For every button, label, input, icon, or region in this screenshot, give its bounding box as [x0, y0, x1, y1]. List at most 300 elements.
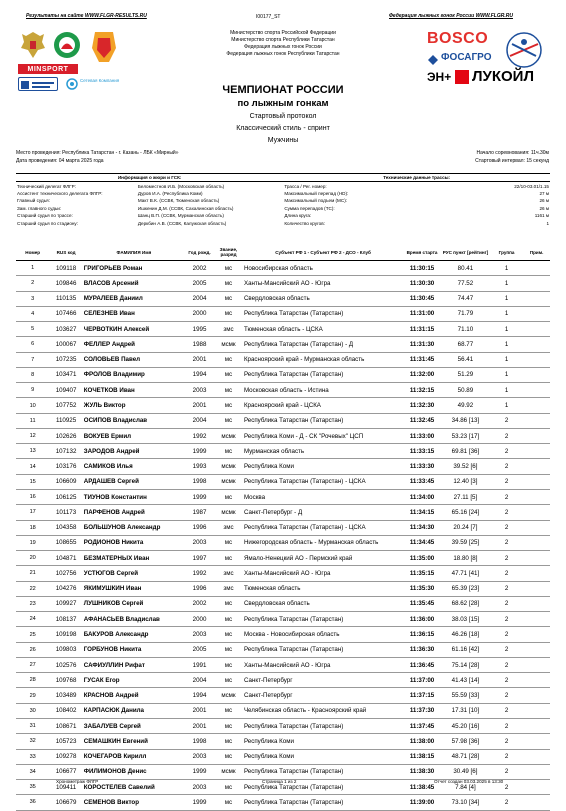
region: Новосибирская область	[243, 261, 403, 276]
region: Республика Татарстан (Татарстан)	[243, 795, 403, 810]
athlete-name: ФИЛИМОНОВ Денис	[83, 764, 185, 779]
sport-rank: мс	[214, 306, 243, 321]
table-row	[16, 520, 550, 535]
rus-points: 34.86 [13]	[441, 413, 490, 428]
jury-person: Ишкенин Д.М. (ССВК, Сахалинская область)	[137, 205, 234, 211]
col-start-time: Время старта	[403, 244, 441, 261]
athlete-name: ВЛАСОВ Арсений	[83, 276, 185, 291]
tatarstan-emblem-logo	[52, 30, 82, 60]
bib-number: 26	[16, 642, 49, 657]
note	[523, 566, 550, 581]
rus-points: 39.59 [25]	[441, 535, 490, 550]
start-time: 11:33:15	[403, 444, 441, 459]
sport-rank: мсмк	[214, 505, 243, 520]
rus-code: 100067	[49, 337, 82, 352]
rus-code: 109803	[49, 642, 82, 657]
athlete-name: КАРПАСЮК Данила	[83, 703, 185, 718]
ministry-line: Федерация лыжных гонок России	[244, 44, 322, 50]
start-time: 11:30:45	[403, 291, 441, 306]
rus-points: 69.81 [36]	[441, 444, 490, 459]
rus-code: 104358	[49, 520, 82, 535]
note	[523, 383, 550, 398]
table-row	[16, 261, 550, 276]
sport-rank: мсмк	[214, 428, 243, 443]
interval-text: Стартовый интервал: 15 секунд	[475, 158, 549, 164]
rus-code: 109118	[49, 261, 82, 276]
group: 1	[490, 398, 523, 413]
sport-rank: мс	[214, 398, 243, 413]
rus-code: 107466	[49, 306, 82, 321]
lukoil-icon	[455, 70, 469, 84]
birth-year: 1994	[185, 367, 214, 382]
rus-points: 68.77	[441, 337, 490, 352]
birth-year: 1997	[185, 551, 214, 566]
rus-points: 7.84 [4]	[441, 780, 490, 795]
rus-code: 108137	[49, 612, 82, 627]
start-time: 11:35:00	[403, 551, 441, 566]
start-time: 11:32:15	[403, 383, 441, 398]
rus-code: 106609	[49, 474, 82, 489]
rus-points: 27.11 [5]	[441, 489, 490, 504]
region: Республика Коми - Д - СК "Рочевых" ЦСП	[243, 428, 403, 443]
table-row	[16, 428, 550, 443]
group: 2	[490, 612, 523, 627]
bib-number: 25	[16, 627, 49, 642]
start-time-text: Начало соревнования: 11ч.30м	[476, 150, 549, 156]
region: Республика Татарстан (Татарстан)	[243, 413, 403, 428]
rus-points: 12.40 [3]	[441, 474, 490, 489]
rus-code: 102756	[49, 566, 82, 581]
jury-role: Старший судья по стадиону:	[17, 220, 78, 226]
footer-timing: Хронометраж ФЛГР	[56, 779, 99, 784]
table-row	[16, 551, 550, 566]
start-time: 11:31:15	[403, 322, 441, 337]
rus-code: 101173	[49, 505, 82, 520]
group: 2	[490, 444, 523, 459]
bib-number: 14	[16, 459, 49, 474]
date-text: Дата проведения: 04 марта 2025 года	[16, 158, 104, 164]
group: 1	[490, 352, 523, 367]
note	[523, 352, 550, 367]
athlete-name: ЗАБАЛУЕВ Сергей	[83, 718, 185, 733]
track-value: 22/10-03.01/1.15	[514, 183, 549, 189]
track-value: 1	[546, 220, 549, 226]
sport-rank: мс	[214, 657, 243, 672]
note	[523, 734, 550, 749]
rus-points: 39.52 [6]	[441, 459, 490, 474]
sport-rank: мс	[214, 642, 243, 657]
gender-title: Мужчины	[267, 137, 299, 144]
note	[523, 749, 550, 764]
group: 1	[490, 291, 523, 306]
sport-rank: мс	[214, 261, 243, 276]
birth-year: 2003	[185, 383, 214, 398]
col-rus-points: РУС пункт [рейтинг]	[441, 244, 490, 261]
rus-code: 108402	[49, 703, 82, 718]
col-region: Субъект РФ 1 - Субъект РФ 2 - ДСО - Клуб	[243, 244, 403, 261]
table-row	[16, 627, 550, 642]
athlete-name: АРДАШЕВ Сергей	[83, 474, 185, 489]
birth-year: 2003	[185, 627, 214, 642]
region: Московская область - Истина	[243, 383, 403, 398]
ministry-line: Министерство спорта Республики Татарстан	[231, 37, 335, 43]
start-time: 11:33:00	[403, 428, 441, 443]
birth-year: 2003	[185, 535, 214, 550]
sport-rank: мс	[214, 489, 243, 504]
birth-year: 1998	[185, 734, 214, 749]
birth-year: 1999	[185, 795, 214, 810]
track-value: 26 м	[539, 205, 549, 211]
jury-role: Главный судья:	[17, 198, 50, 204]
document-id: I00177_ST	[256, 14, 281, 20]
bib-number: 21	[16, 566, 49, 581]
championship-title: ЧЕМПИОНАТ РОССИИ	[222, 84, 344, 96]
rus-points: 80.41	[441, 261, 490, 276]
region: Красноярский край - Мурманская область	[243, 352, 403, 367]
bib-number: 34	[16, 764, 49, 779]
birth-year: 1992	[185, 428, 214, 443]
birth-year: 2005	[185, 276, 214, 291]
region: Республика Татарстан (Татарстан)	[243, 642, 403, 657]
note	[523, 688, 550, 703]
group: 2	[490, 581, 523, 596]
region: Свердловская область	[243, 596, 403, 611]
region: Ямало-Ненецкий АО - Пермский край	[243, 551, 403, 566]
athlete-name: БЕЗМАТЕРНЫХ Иван	[83, 551, 185, 566]
birth-year: 2004	[185, 413, 214, 428]
rus-points: 73.10 [34]	[441, 795, 490, 810]
note	[523, 703, 550, 718]
region: Красноярский край - ЦСКА	[243, 398, 403, 413]
group: 2	[490, 474, 523, 489]
birth-year: 2002	[185, 596, 214, 611]
col-birth-year: Год рожд.	[185, 244, 214, 261]
table-row	[16, 535, 550, 550]
birth-year: 1999	[185, 489, 214, 504]
bib-number: 29	[16, 688, 49, 703]
note	[523, 261, 550, 276]
bib-number: 30	[16, 703, 49, 718]
sport-rank: мс	[214, 673, 243, 688]
note	[523, 673, 550, 688]
start-time: 11:31:00	[403, 306, 441, 321]
rus-points: 50.89	[441, 383, 490, 398]
bib-number: 20	[16, 551, 49, 566]
sport-rank: мс	[214, 367, 243, 382]
group: 1	[490, 337, 523, 352]
sport-rank: змс	[214, 566, 243, 581]
athlete-name: КОЧЕТКОВ Иван	[83, 383, 185, 398]
flgr-site-link[interactable]: Федерация лыжных гонок России WWW.FLGR.RU	[389, 13, 513, 19]
bib-number: 23	[16, 596, 49, 611]
group: 2	[490, 749, 523, 764]
group: 2	[490, 596, 523, 611]
rus-points: 68.62 [28]	[441, 596, 490, 611]
sport-rank: мсмк	[214, 459, 243, 474]
rus-code: 103471	[49, 367, 82, 382]
rus-code: 107235	[49, 352, 82, 367]
table-row	[16, 642, 550, 657]
table-row	[16, 596, 550, 611]
region: Ханты-Мансийский АО - Югра	[243, 657, 403, 672]
jury-row	[16, 212, 550, 219]
rus-code: 109846	[49, 276, 82, 291]
athlete-name: АФАНАСЬЕВ Владислав	[83, 612, 185, 627]
athlete-name: ЖУЛЬ Виктор	[83, 398, 185, 413]
athlete-name: ТИУНОВ Константин	[83, 489, 185, 504]
birth-year: 1996	[185, 520, 214, 535]
lukoil-logo: ЛУКОЙЛ	[472, 68, 534, 85]
note	[523, 489, 550, 504]
note	[523, 551, 550, 566]
note	[523, 642, 550, 657]
start-time: 11:31:30	[403, 337, 441, 352]
region: Свердловская область	[243, 291, 403, 306]
table-row	[16, 367, 550, 382]
track-value: 26 м	[539, 198, 549, 204]
note	[523, 367, 550, 382]
col-number: Номер	[16, 244, 49, 261]
start-list-table	[16, 244, 550, 811]
sport-rank: мс	[214, 291, 243, 306]
sport-rank: мс	[214, 352, 243, 367]
bib-number: 2	[16, 276, 49, 291]
start-time: 11:37:30	[403, 703, 441, 718]
ski-federation-logo	[500, 30, 548, 70]
athlete-name: УСТЮГОВ Сергей	[83, 566, 185, 581]
jury-row	[16, 190, 550, 197]
athlete-name: САМИКОВ Илья	[83, 459, 185, 474]
start-time: 11:34:15	[403, 505, 441, 520]
track-param: Максимальный подъем (MC):	[284, 198, 347, 204]
note	[523, 306, 550, 321]
jury-person: Беломестнов И.Б. (Московская область)	[137, 183, 225, 189]
note	[523, 596, 550, 611]
birth-year: 1996	[185, 581, 214, 596]
jury-person: Шанц В.П. (ССВК, Мурманская область)	[137, 213, 224, 219]
region: Республика Татарстан (Татарстан) - ЦСКА	[243, 520, 403, 535]
note	[523, 520, 550, 535]
bib-number: 1	[16, 261, 49, 276]
sport-rank: мс	[214, 734, 243, 749]
bib-number: 18	[16, 520, 49, 535]
rus-points: 41.43 [14]	[441, 673, 490, 688]
table-row	[16, 383, 550, 398]
region: Республика Татарстан (Татарстан)	[243, 718, 403, 733]
table-row	[16, 413, 550, 428]
athlete-name: СЕЛЕЗНЕВ Иван	[83, 306, 185, 321]
table-row	[16, 718, 550, 733]
sport-rank: мсмк	[214, 474, 243, 489]
birth-year: 2003	[185, 749, 214, 764]
table-row	[16, 505, 550, 520]
start-time: 11:37:15	[403, 688, 441, 703]
rus-code: 104871	[49, 551, 82, 566]
start-time: 11:35:15	[403, 566, 441, 581]
group: 2	[490, 703, 523, 718]
bib-number: 13	[16, 444, 49, 459]
region: Ханты-Мансийский АО - Югра	[243, 276, 403, 291]
fosagro-icon	[428, 52, 438, 62]
discipline-title: Классический стиль - спринт	[236, 125, 330, 132]
sport-ministry-badge-logo	[18, 77, 58, 91]
athlete-name: КОЧЕГАРОВ Кирилл	[83, 749, 185, 764]
jury-row	[16, 197, 550, 204]
sport-rank: мс	[214, 612, 243, 627]
rus-points: 53.23 [17]	[441, 428, 490, 443]
note	[523, 612, 550, 627]
athlete-name: СОЛОВЬЕВ Павел	[83, 352, 185, 367]
table-row	[16, 291, 550, 306]
start-time: 11:36:45	[403, 657, 441, 672]
sport-rank: мс	[214, 627, 243, 642]
region: Республика Коми	[243, 749, 403, 764]
athlete-name: ЧЕРВОТКИН Алексей	[83, 322, 185, 337]
rus-code: 105723	[49, 734, 82, 749]
region: Челябинская область - Красноярский край	[243, 703, 403, 718]
rus-code: 106679	[49, 795, 82, 810]
col-rank: Звание, разряд	[214, 244, 243, 261]
note	[523, 459, 550, 474]
region: Республика Татарстан (Татарстан)	[243, 306, 403, 321]
jury-role: Технический делегат ФЛГР:	[17, 183, 76, 189]
region: Санкт-Петербург	[243, 688, 403, 703]
group: 2	[490, 627, 523, 642]
region: Нижегородская область - Мурманская область	[243, 535, 403, 550]
rus-code: 107752	[49, 398, 82, 413]
start-time: 11:38:45	[403, 780, 441, 795]
note	[523, 428, 550, 443]
region: Республика Татарстан (Татарстан)	[243, 764, 403, 779]
start-time: 11:38:15	[403, 749, 441, 764]
group: 2	[490, 764, 523, 779]
region: Республика Коми	[243, 459, 403, 474]
start-time: 11:34:30	[403, 520, 441, 535]
rus-points: 46.26 [18]	[441, 627, 490, 642]
region: Москва - Новосибирская область	[243, 627, 403, 642]
group: 2	[490, 505, 523, 520]
rus-points: 38.03 [15]	[441, 612, 490, 627]
rus-points: 17.31 [10]	[441, 703, 490, 718]
note	[523, 398, 550, 413]
athlete-name: ГУСАК Егор	[83, 673, 185, 688]
track-param: Количество кругов:	[284, 220, 325, 226]
sport-rank: мс	[214, 795, 243, 810]
bib-number: 10	[16, 398, 49, 413]
start-time: 11:37:45	[403, 718, 441, 733]
athlete-name: ВОКУЕВ Ермил	[83, 428, 185, 443]
note	[523, 413, 550, 428]
start-time: 11:34:00	[403, 489, 441, 504]
athlete-name: ГРИГОРЬЕВ Роман	[83, 261, 185, 276]
rus-code: 109198	[49, 627, 82, 642]
bib-number: 4	[16, 306, 49, 321]
region: Мурманская область	[243, 444, 403, 459]
athlete-name: СЕМАШКИН Евгений	[83, 734, 185, 749]
table-row	[16, 764, 550, 779]
rus-points: 45.20 [16]	[441, 718, 490, 733]
start-time: 11:35:30	[403, 581, 441, 596]
athlete-name: ПАРФЕНОВ Андрей	[83, 505, 185, 520]
birth-year: 2001	[185, 703, 214, 718]
note	[523, 505, 550, 520]
rus-code: 106677	[49, 764, 82, 779]
ministry-line: Федерация лыжных гонок Республики Татарстан	[226, 51, 340, 57]
table-row	[16, 459, 550, 474]
bib-number: 24	[16, 612, 49, 627]
bosco-logo: BOSCO	[427, 30, 489, 47]
group: 2	[490, 657, 523, 672]
jury-role: Зам. главного судьи:	[17, 205, 62, 211]
table-row	[16, 612, 550, 627]
sport-rank: мс	[214, 535, 243, 550]
start-time: 11:30:15	[403, 261, 441, 276]
bib-number: 6	[16, 337, 49, 352]
table-row	[16, 337, 550, 352]
note	[523, 780, 550, 795]
rus-points: 61.16 [42]	[441, 642, 490, 657]
bib-number: 17	[16, 505, 49, 520]
bib-number: 11	[16, 413, 49, 428]
note	[523, 657, 550, 672]
start-time: 11:37:00	[403, 673, 441, 688]
bib-number: 33	[16, 749, 49, 764]
group: 2	[490, 780, 523, 795]
sport-rank: мс	[214, 780, 243, 795]
rus-code: 110925	[49, 413, 82, 428]
region: Республика Татарстан (Татарстан)	[243, 780, 403, 795]
table-row	[16, 795, 550, 810]
athlete-name: БАКУРОВ Александр	[83, 627, 185, 642]
region: Республика Коми	[243, 734, 403, 749]
bib-number: 5	[16, 322, 49, 337]
group: 2	[490, 795, 523, 810]
table-row	[16, 673, 550, 688]
jury-row	[16, 219, 550, 226]
rus-code: 109278	[49, 749, 82, 764]
ministry-line: Министерство спорта Российской Федерации	[230, 30, 336, 36]
rus-points: 65.39 [23]	[441, 581, 490, 596]
bib-number: 27	[16, 657, 49, 672]
track-param: Максимальный перепад (HD):	[284, 190, 349, 196]
rus-points: 56.41	[441, 352, 490, 367]
bib-number: 7	[16, 352, 49, 367]
rus-code: 108671	[49, 718, 82, 733]
rus-points: 47.71 [41]	[441, 566, 490, 581]
rus-points: 77.52	[441, 276, 490, 291]
birth-year: 1987	[185, 505, 214, 520]
table-row	[16, 749, 550, 764]
table-row	[16, 474, 550, 489]
table-row	[16, 398, 550, 413]
start-time: 11:38:00	[403, 734, 441, 749]
table-row	[16, 306, 550, 321]
rus-code: 106125	[49, 489, 82, 504]
track-value: 1161 м	[534, 213, 549, 219]
ministry-header	[200, 30, 366, 58]
birth-year: 2004	[185, 673, 214, 688]
start-time: 11:33:45	[403, 474, 441, 489]
athlete-name: САФИУЛЛИН Рифат	[83, 657, 185, 672]
sport-rank: мс	[214, 383, 243, 398]
sport-rank: мс	[214, 276, 243, 291]
bib-number: 12	[16, 428, 49, 443]
rus-points: 71.10	[441, 322, 490, 337]
col-name: ФАМИЛИЯ Имя	[83, 244, 185, 261]
athlete-name: ЯКИМУШКИН Иван	[83, 581, 185, 596]
results-site-link[interactable]: Результаты на сайте WWW.FLGR-RESULTS.RU	[26, 13, 147, 19]
start-time: 11:38:30	[403, 764, 441, 779]
